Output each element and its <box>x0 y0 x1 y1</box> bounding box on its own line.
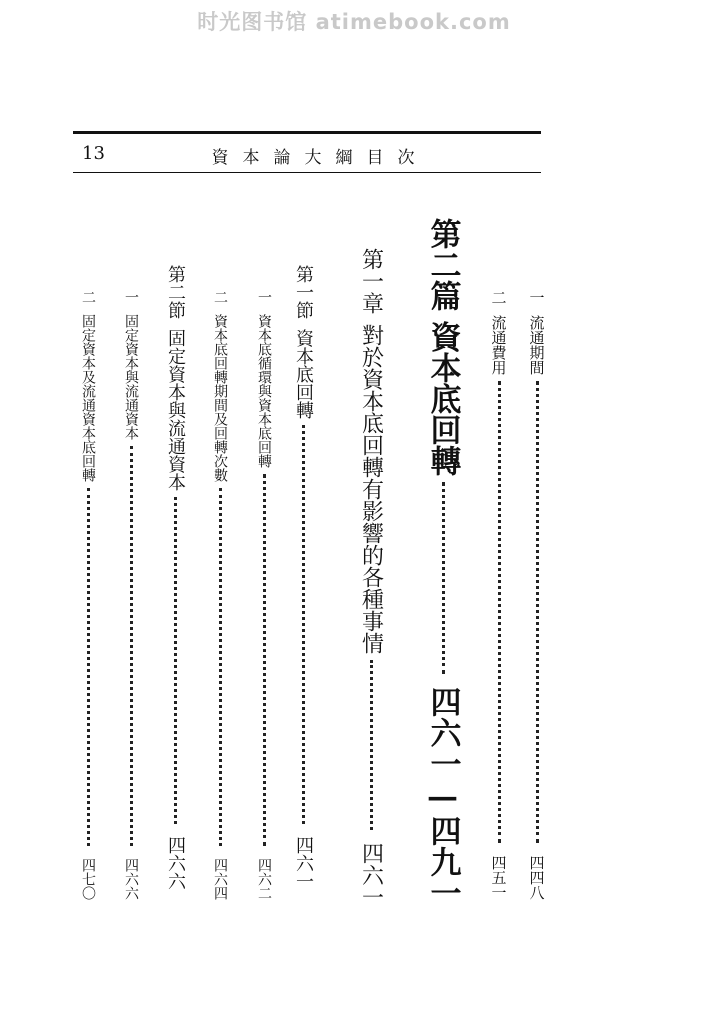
entry-label: 固定資本及流通資本底回轉 <box>80 314 96 482</box>
entry-page: 四七〇 <box>80 858 96 900</box>
entry-page: 四六四 <box>212 858 228 900</box>
entry-label: 資本底循環與資本底回轉 <box>256 314 272 468</box>
page-number: 13 <box>82 143 105 164</box>
entry-label: 資本底回轉期間及回轉次數 <box>212 314 228 482</box>
dot-leader <box>87 488 90 846</box>
entry-marker: 一 <box>527 290 546 305</box>
toc-entry <box>423 218 463 908</box>
toc-entry <box>210 290 230 900</box>
header-rule-bottom <box>73 172 541 173</box>
toc-entry <box>162 265 188 890</box>
dot-leader <box>302 425 305 824</box>
entry-marker: 一 <box>256 290 272 304</box>
entry-page: 四四八 <box>527 855 546 900</box>
entry-page: 四六二 <box>256 858 272 900</box>
entry-label: 固定資本與流通資本 <box>165 329 186 491</box>
entry-marker: 第二篇 <box>424 218 461 311</box>
toc-entry <box>526 290 548 900</box>
entry-label: 流通期間 <box>527 315 546 375</box>
entry-marker: 二 <box>489 290 508 305</box>
toc-entry <box>290 265 316 890</box>
dot-leader <box>442 482 445 674</box>
entry-page: 四六一 <box>293 836 314 890</box>
toc-entry <box>356 248 386 908</box>
entry-marker: 第二節 <box>165 265 186 319</box>
toc-entry <box>488 290 510 900</box>
entry-marker: 第一章 <box>358 248 384 314</box>
dot-leader <box>370 660 373 830</box>
toc-entry <box>254 290 274 900</box>
watermark: 时光图书馆 atimebook.com <box>197 10 511 34</box>
dot-leader <box>536 381 539 843</box>
entry-page: 四六六 <box>123 858 139 900</box>
header-rule-top <box>73 131 541 134</box>
entry-marker: 一 <box>123 290 139 304</box>
entry-marker: 第一節 <box>293 265 314 319</box>
entry-marker: 二 <box>80 290 96 304</box>
toc-entry <box>78 290 98 900</box>
entry-label: 對於資本底回轉有影響的各種事情 <box>358 324 384 654</box>
entry-marker: 二 <box>212 290 228 304</box>
dot-leader <box>219 488 222 846</box>
dot-leader <box>130 446 133 846</box>
dot-leader <box>263 474 266 846</box>
entry-label: 固定資本與流通資本 <box>123 314 139 440</box>
toc-entry <box>121 290 141 900</box>
entry-page: 四五一 <box>489 855 508 900</box>
running-title: 資本論大綱目次 <box>211 148 429 168</box>
entry-page: 四六一 <box>358 842 384 908</box>
entry-page: 四六六 <box>165 836 186 890</box>
dot-leader <box>498 381 501 843</box>
dot-leader <box>174 497 177 824</box>
entry-label: 流通費用 <box>489 315 508 375</box>
entry-label: 資本底回轉 <box>293 329 314 419</box>
entry-label: 資本底回轉 <box>424 321 461 476</box>
entry-page: 四六一—四九一 <box>424 686 461 908</box>
